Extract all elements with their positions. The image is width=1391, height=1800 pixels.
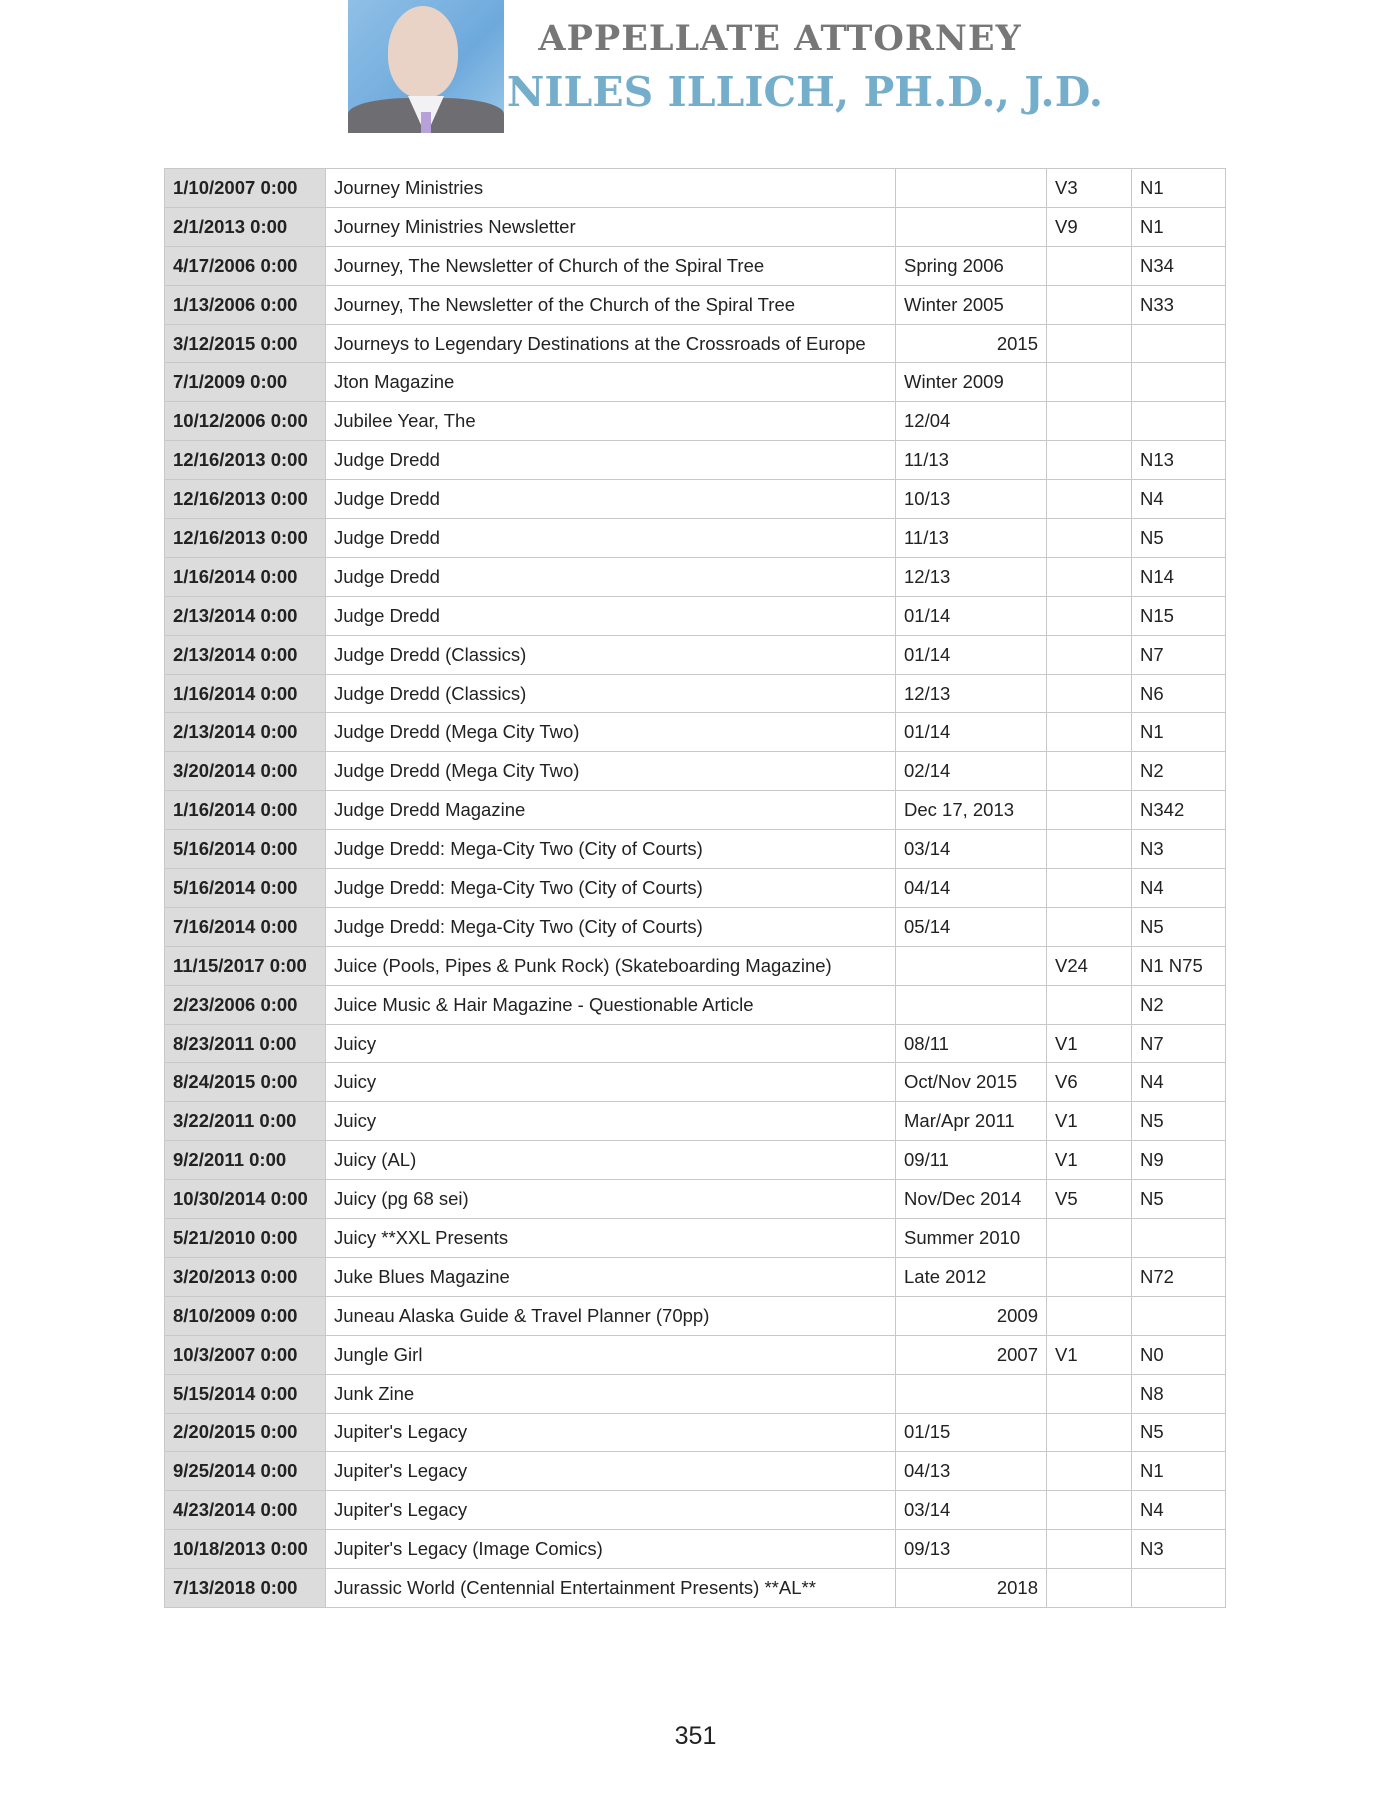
number-cell: N1 N75	[1132, 946, 1226, 985]
date-cell: 2/1/2013 0:00	[165, 207, 326, 246]
number-cell: N14	[1132, 557, 1226, 596]
issue-cell	[896, 207, 1047, 246]
title-cell: Journey, The Newsletter of Church of the Spiral Tree	[326, 246, 896, 285]
number-cell: N4	[1132, 480, 1226, 519]
issue-cell: 2009	[896, 1296, 1047, 1335]
table-row	[165, 869, 1226, 908]
table-row	[165, 713, 1226, 752]
number-cell: N1	[1132, 169, 1226, 208]
number-cell: N72	[1132, 1257, 1226, 1296]
issue-cell	[896, 1374, 1047, 1413]
number-cell: N5	[1132, 907, 1226, 946]
issue-cell	[896, 946, 1047, 985]
volume-cell	[1047, 285, 1132, 324]
number-cell: N4	[1132, 1063, 1226, 1102]
date-cell: 2/13/2014 0:00	[165, 635, 326, 674]
volume-cell	[1047, 1219, 1132, 1258]
volume-cell	[1047, 480, 1132, 519]
table-row	[165, 752, 1226, 791]
volume-cell: V24	[1047, 946, 1132, 985]
issue-cell: 01/14	[896, 596, 1047, 635]
title-cell: Judge Dredd (Classics)	[326, 674, 896, 713]
number-cell: N4	[1132, 869, 1226, 908]
title-cell: Journey, The Newsletter of the Church of the Spiral Tree	[326, 285, 896, 324]
number-cell: N7	[1132, 1024, 1226, 1063]
number-cell: N5	[1132, 1180, 1226, 1219]
title-cell: Jurassic World (Centennial Entertainment Presents) **AL**	[326, 1569, 896, 1608]
title-cell: Journey Ministries Newsletter	[326, 207, 896, 246]
issue-cell: 12/13	[896, 674, 1047, 713]
title-cell: Judge Dredd (Mega City Two)	[326, 713, 896, 752]
table-row	[165, 1102, 1226, 1141]
date-cell: 12/16/2013 0:00	[165, 480, 326, 519]
date-cell: 5/16/2014 0:00	[165, 830, 326, 869]
issue-cell	[896, 985, 1047, 1024]
number-cell: N13	[1132, 441, 1226, 480]
volume-cell	[1047, 752, 1132, 791]
title-cell: Jton Magazine	[326, 363, 896, 402]
table-row	[165, 169, 1226, 208]
table-row	[165, 907, 1226, 946]
number-cell: N342	[1132, 791, 1226, 830]
number-cell: N34	[1132, 246, 1226, 285]
issue-cell: 10/13	[896, 480, 1047, 519]
issue-cell: 01/14	[896, 713, 1047, 752]
title-cell: Judge Dredd	[326, 441, 896, 480]
number-cell	[1132, 402, 1226, 441]
date-cell: 9/2/2011 0:00	[165, 1141, 326, 1180]
issue-cell: Oct/Nov 2015	[896, 1063, 1047, 1102]
number-cell: N7	[1132, 635, 1226, 674]
title-cell: Juicy (AL)	[326, 1141, 896, 1180]
issue-cell: 01/14	[896, 635, 1047, 674]
number-cell: N5	[1132, 519, 1226, 558]
title-cell: Juicy	[326, 1102, 896, 1141]
date-cell: 8/10/2009 0:00	[165, 1296, 326, 1335]
title-cell: Jupiter's Legacy	[326, 1452, 896, 1491]
title-cell: Journey Ministries	[326, 169, 896, 208]
issue-cell: Summer 2010	[896, 1219, 1047, 1258]
volume-cell: V6	[1047, 1063, 1132, 1102]
date-cell: 3/20/2013 0:00	[165, 1257, 326, 1296]
date-cell: 10/3/2007 0:00	[165, 1335, 326, 1374]
table-row	[165, 1257, 1226, 1296]
volume-cell: V1	[1047, 1335, 1132, 1374]
table-row	[165, 207, 1226, 246]
table-row	[165, 246, 1226, 285]
title-cell: Judge Dredd Magazine	[326, 791, 896, 830]
issue-cell	[896, 169, 1047, 208]
table-row	[165, 596, 1226, 635]
issue-cell: 04/13	[896, 1452, 1047, 1491]
table-row	[165, 1335, 1226, 1374]
volume-cell	[1047, 830, 1132, 869]
number-cell: N8	[1132, 1374, 1226, 1413]
title-cell: Jupiter's Legacy	[326, 1491, 896, 1530]
volume-cell	[1047, 246, 1132, 285]
table-row	[165, 1374, 1226, 1413]
volume-cell	[1047, 1530, 1132, 1569]
date-cell: 8/23/2011 0:00	[165, 1024, 326, 1063]
volume-cell	[1047, 791, 1132, 830]
volume-cell: V1	[1047, 1024, 1132, 1063]
table-row	[165, 1452, 1226, 1491]
table-row	[165, 1024, 1226, 1063]
date-cell: 7/13/2018 0:00	[165, 1569, 326, 1608]
title-cell: Juicy	[326, 1024, 896, 1063]
volume-cell	[1047, 674, 1132, 713]
issue-cell: 2018	[896, 1569, 1047, 1608]
volume-cell	[1047, 1374, 1132, 1413]
table-row	[165, 1063, 1226, 1102]
table-row	[165, 1413, 1226, 1452]
volume-cell	[1047, 1491, 1132, 1530]
table-row	[165, 674, 1226, 713]
header-title: APPELLATE ATTORNEY	[538, 18, 1022, 59]
number-cell: N5	[1132, 1102, 1226, 1141]
table-row	[165, 1180, 1226, 1219]
issue-cell: 09/11	[896, 1141, 1047, 1180]
title-cell: Judge Dredd (Mega City Two)	[326, 752, 896, 791]
issue-cell: 01/15	[896, 1413, 1047, 1452]
date-cell: 7/1/2009 0:00	[165, 363, 326, 402]
volume-cell	[1047, 713, 1132, 752]
date-cell: 11/15/2017 0:00	[165, 946, 326, 985]
date-cell: 1/16/2014 0:00	[165, 557, 326, 596]
title-cell: Judge Dredd: Mega-City Two (City of Courts)	[326, 907, 896, 946]
page-number: 351	[674, 1722, 717, 1750]
issue-cell: Mar/Apr 2011	[896, 1102, 1047, 1141]
title-cell: Judge Dredd: Mega-City Two (City of Courts)	[326, 869, 896, 908]
date-cell: 2/23/2006 0:00	[165, 985, 326, 1024]
date-cell: 2/13/2014 0:00	[165, 596, 326, 635]
table-row	[165, 985, 1226, 1024]
title-cell: Judge Dredd	[326, 480, 896, 519]
title-cell: Judge Dredd	[326, 596, 896, 635]
volume-cell	[1047, 1296, 1132, 1335]
title-cell: Juice (Pools, Pipes & Punk Rock) (Skateboarding Magazine)	[326, 946, 896, 985]
issue-cell: 05/14	[896, 907, 1047, 946]
date-cell: 8/24/2015 0:00	[165, 1063, 326, 1102]
volume-cell: V5	[1047, 1180, 1132, 1219]
volume-cell	[1047, 402, 1132, 441]
table-row	[165, 635, 1226, 674]
volume-cell	[1047, 363, 1132, 402]
volume-cell	[1047, 519, 1132, 558]
volume-cell: V1	[1047, 1141, 1132, 1180]
volume-cell	[1047, 869, 1132, 908]
date-cell: 10/12/2006 0:00	[165, 402, 326, 441]
volume-cell	[1047, 1569, 1132, 1608]
number-cell	[1132, 1219, 1226, 1258]
date-cell: 1/13/2006 0:00	[165, 285, 326, 324]
table-row	[165, 285, 1226, 324]
date-cell: 4/23/2014 0:00	[165, 1491, 326, 1530]
volume-cell	[1047, 635, 1132, 674]
title-cell: Jungle Girl	[326, 1335, 896, 1374]
number-cell: N1	[1132, 207, 1226, 246]
issue-cell: 08/11	[896, 1024, 1047, 1063]
date-cell: 1/16/2014 0:00	[165, 674, 326, 713]
date-cell: 12/16/2013 0:00	[165, 519, 326, 558]
issue-cell: 03/14	[896, 830, 1047, 869]
date-cell: 2/20/2015 0:00	[165, 1413, 326, 1452]
table-row	[165, 946, 1226, 985]
volume-cell	[1047, 557, 1132, 596]
title-cell: Juicy	[326, 1063, 896, 1102]
number-cell: N5	[1132, 1413, 1226, 1452]
title-cell: Jubilee Year, The	[326, 402, 896, 441]
volume-cell	[1047, 1257, 1132, 1296]
issue-cell: 2007	[896, 1335, 1047, 1374]
volume-cell	[1047, 1413, 1132, 1452]
date-cell: 7/16/2014 0:00	[165, 907, 326, 946]
issue-cell: 03/14	[896, 1491, 1047, 1530]
issue-cell: 11/13	[896, 519, 1047, 558]
table-row	[165, 557, 1226, 596]
title-cell: Juicy (pg 68 sei)	[326, 1180, 896, 1219]
volume-cell: V1	[1047, 1102, 1132, 1141]
number-cell: N6	[1132, 674, 1226, 713]
date-cell: 10/30/2014 0:00	[165, 1180, 326, 1219]
table-row	[165, 830, 1226, 869]
records-table	[164, 168, 1226, 1608]
table-row	[165, 1491, 1226, 1530]
table-row	[165, 519, 1226, 558]
photo-head	[388, 6, 458, 98]
issue-cell: Spring 2006	[896, 246, 1047, 285]
date-cell: 1/16/2014 0:00	[165, 791, 326, 830]
volume-cell	[1047, 1452, 1132, 1491]
number-cell: N33	[1132, 285, 1226, 324]
number-cell: N1	[1132, 1452, 1226, 1491]
issue-cell: 12/13	[896, 557, 1047, 596]
date-cell: 10/18/2013 0:00	[165, 1530, 326, 1569]
date-cell: 9/25/2014 0:00	[165, 1452, 326, 1491]
issue-cell: 11/13	[896, 441, 1047, 480]
table-row	[165, 1219, 1226, 1258]
date-cell: 12/16/2013 0:00	[165, 441, 326, 480]
date-cell: 5/15/2014 0:00	[165, 1374, 326, 1413]
issue-cell: 09/13	[896, 1530, 1047, 1569]
date-cell: 2/13/2014 0:00	[165, 713, 326, 752]
volume-cell	[1047, 985, 1132, 1024]
volume-cell: V9	[1047, 207, 1132, 246]
title-cell: Junk Zine	[326, 1374, 896, 1413]
photo-tie	[421, 112, 431, 133]
number-cell	[1132, 1296, 1226, 1335]
table-row	[165, 1569, 1226, 1608]
issue-cell: 2015	[896, 324, 1047, 363]
title-cell: Judge Dredd	[326, 557, 896, 596]
table-row	[165, 791, 1226, 830]
issue-cell: Winter 2005	[896, 285, 1047, 324]
issue-cell: 04/14	[896, 869, 1047, 908]
table-row	[165, 324, 1226, 363]
issue-cell: Winter 2009	[896, 363, 1047, 402]
volume-cell: V3	[1047, 169, 1132, 208]
table-row	[165, 1530, 1226, 1569]
number-cell: N2	[1132, 985, 1226, 1024]
table-row	[165, 402, 1226, 441]
number-cell: N15	[1132, 596, 1226, 635]
table-row	[165, 1296, 1226, 1335]
volume-cell	[1047, 441, 1132, 480]
title-cell: Jupiter's Legacy (Image Comics)	[326, 1530, 896, 1569]
title-cell: Judge Dredd: Mega-City Two (City of Courts)	[326, 830, 896, 869]
date-cell: 3/12/2015 0:00	[165, 324, 326, 363]
number-cell	[1132, 363, 1226, 402]
number-cell: N2	[1132, 752, 1226, 791]
issue-cell: 02/14	[896, 752, 1047, 791]
issue-cell: Nov/Dec 2014	[896, 1180, 1047, 1219]
date-cell: 5/16/2014 0:00	[165, 869, 326, 908]
title-cell: Judge Dredd (Classics)	[326, 635, 896, 674]
issue-cell: 12/04	[896, 402, 1047, 441]
number-cell: N1	[1132, 713, 1226, 752]
table-row	[165, 363, 1226, 402]
issue-cell: Dec 17, 2013	[896, 791, 1047, 830]
title-cell: Juice Music & Hair Magazine - Questionable Article	[326, 985, 896, 1024]
number-cell: N9	[1132, 1141, 1226, 1180]
date-cell: 3/20/2014 0:00	[165, 752, 326, 791]
number-cell	[1132, 324, 1226, 363]
number-cell: N3	[1132, 1530, 1226, 1569]
title-cell: Juneau Alaska Guide & Travel Planner (70pp)	[326, 1296, 896, 1335]
volume-cell	[1047, 324, 1132, 363]
title-cell: Judge Dredd	[326, 519, 896, 558]
table-row	[165, 1141, 1226, 1180]
volume-cell	[1047, 596, 1132, 635]
title-cell: Journeys to Legendary Destinations at the Crossroads of Europe	[326, 324, 896, 363]
date-cell: 3/22/2011 0:00	[165, 1102, 326, 1141]
date-cell: 5/21/2010 0:00	[165, 1219, 326, 1258]
date-cell: 1/10/2007 0:00	[165, 169, 326, 208]
issue-cell: Late 2012	[896, 1257, 1047, 1296]
number-cell: N0	[1132, 1335, 1226, 1374]
title-cell: Juke Blues Magazine	[326, 1257, 896, 1296]
volume-cell	[1047, 907, 1132, 946]
table-row	[165, 441, 1226, 480]
number-cell	[1132, 1569, 1226, 1608]
number-cell: N3	[1132, 830, 1226, 869]
header-name: NILES ILLICH, PH.D., J.D.	[506, 68, 1104, 116]
date-cell: 4/17/2006 0:00	[165, 246, 326, 285]
title-cell: Juicy **XXL Presents	[326, 1219, 896, 1258]
title-cell: Jupiter's Legacy	[326, 1413, 896, 1452]
number-cell: N4	[1132, 1491, 1226, 1530]
table-row	[165, 480, 1226, 519]
